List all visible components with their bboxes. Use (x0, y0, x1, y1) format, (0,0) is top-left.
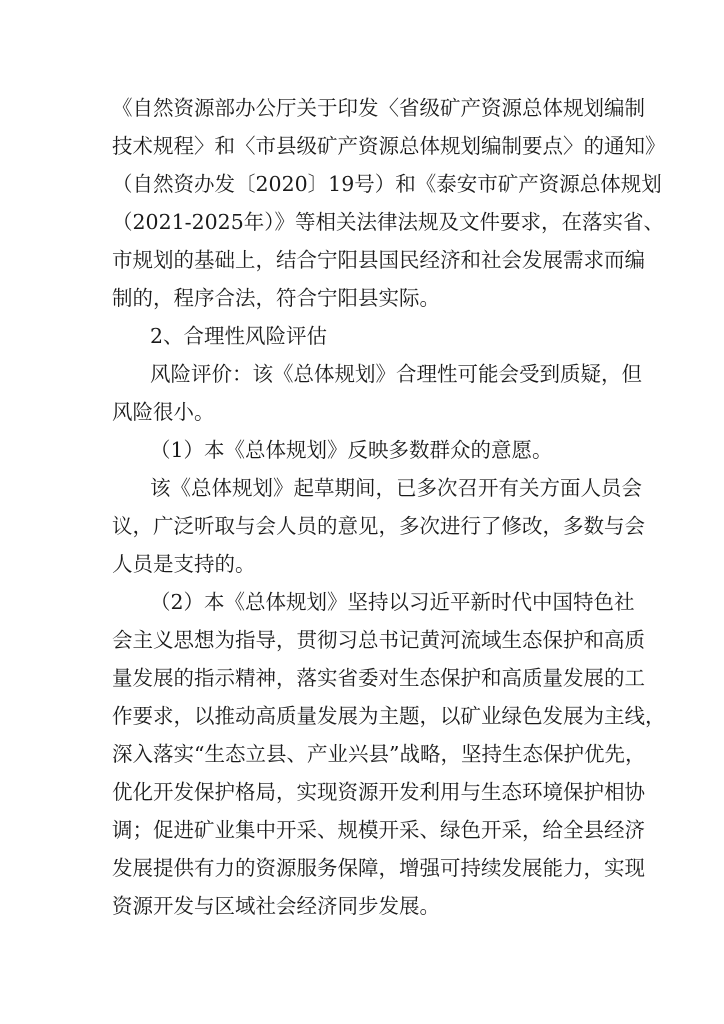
text-line: 会主义思想为指导，贯彻习总书记黄河流域生态保护和高质 (112, 628, 645, 652)
text-line: 资源开发与区域社会经济同步发展。 (112, 894, 440, 918)
text-line: 发展提供有力的资源服务保障，增强可持续发展能力，实现 (112, 856, 645, 880)
text-line: （2）本《总体规划》坚持以习近平新时代中国特色社 (150, 590, 635, 614)
text-line: 《自然资源部办公厅关于印发〈省级矿产资源总体规划编制 (112, 96, 645, 120)
text-line: 作要求，以推动高质量发展为主题，以矿业绿色发展为主线， (112, 704, 666, 728)
text-line: （自然资办发〔2020〕19号）和《泰安市矿产资源总体规划 (112, 172, 662, 196)
text-line: 风险很小。 (112, 400, 215, 424)
text-line: （1）本《总体规划》反映多数群众的意愿。 (150, 438, 553, 462)
text-line: 技术规程〉和〈市县级矿产资源总体规划编制要点〉的通知》 (112, 134, 666, 158)
text-line: 优化开发保护格局，实现资源开发利用与生态环境保护相协 (112, 780, 645, 804)
text-line: （2021-2025年）》等相关法律法规及文件要求，在落实省、 (112, 210, 665, 234)
text-line: 量发展的指示精神，落实省委对生态保护和高质量发展的工 (112, 666, 645, 690)
text-line: 市规划的基础上，结合宁阳县国民经济和社会发展需求而编 (112, 248, 645, 272)
text-line: 该《总体规划》起草期间，已多次召开有关方面人员会 (150, 476, 642, 500)
text-line: 人员是支持的。 (112, 552, 256, 576)
text-line: 制的，程序合法，符合宁阳县实际。 (112, 286, 440, 310)
text-line: 风险评价：该《总体规划》合理性可能会受到质疑，但 (150, 362, 642, 386)
text-line: 深入落实“生态立县、产业兴县”战略，坚持生态保护优先， (112, 742, 646, 766)
text-line: 议，广泛听取与会人员的意见，多次进行了修改，多数与会 (112, 514, 645, 538)
section-heading: 2、合理性风险评估 (150, 324, 328, 348)
text-line: 调；促进矿业集中开采、规模开采、绿色开采，给全县经济 (112, 818, 645, 842)
